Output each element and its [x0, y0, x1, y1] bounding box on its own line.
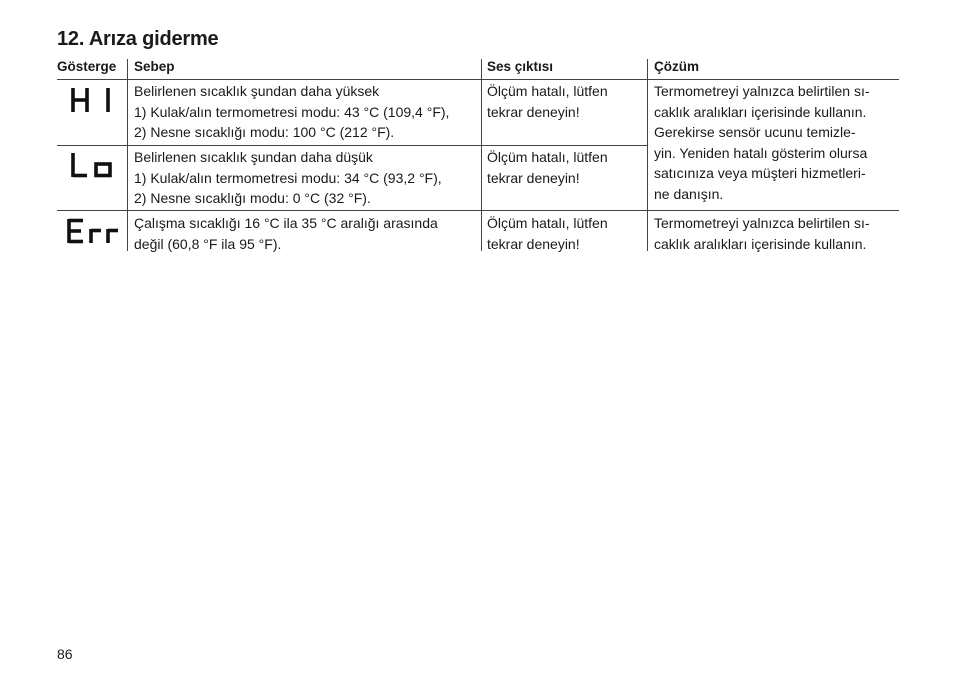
- header-sound: Ses çıktısı: [487, 59, 554, 74]
- table-rule-row2: [57, 210, 899, 211]
- cause-line: 1) Kulak/alın termometresi modu: 34 °C (93,2 °F),: [134, 169, 442, 186]
- table-row-2-cause: [134, 147, 442, 209]
- lcd-hi-icon: [70, 86, 114, 114]
- solution-line: Termometreyi yalnızca belirtilen sı-: [654, 83, 870, 99]
- solution-line: caklık aralıkları içerisinde kullanın.: [654, 103, 867, 120]
- table-row-2-sound: [487, 147, 608, 188]
- table-row-1-sound: [487, 81, 608, 122]
- table-solution-shared: [654, 81, 870, 204]
- table-rule-header: [57, 79, 899, 80]
- solution-line: ne danışın.: [654, 185, 724, 202]
- solution-line: Termometreyi yalnızca belirtilen sı-: [654, 215, 870, 231]
- cause-line: 1) Kulak/alın termometresi modu: 43 °C (109,4 °F),: [134, 103, 450, 120]
- sound-line: tekrar deneyin!: [487, 169, 580, 186]
- solution-line: yin. Yeniden hatalı gösterim olursa: [654, 144, 868, 161]
- page-title: 12. Arıza giderme: [57, 28, 219, 50]
- table-column-divider-2: [481, 59, 482, 251]
- cause-line: Çalışma sıcaklığı 16 °C ila 35 °C aralığı arasında: [134, 215, 438, 231]
- solution-line: caklık aralıkları içerisinde kullanın.: [654, 235, 867, 252]
- sound-line: tekrar deneyin!: [487, 103, 580, 120]
- lcd-lo-icon: [70, 151, 114, 179]
- solution-line: Gerekirse sensör ucunu temizle-: [654, 124, 856, 140]
- table-column-divider-1: [127, 59, 128, 251]
- cause-line: 2) Nesne sıcaklığı modu: 0 °C (32 °F).: [134, 190, 371, 206]
- page-number: 86: [57, 646, 73, 662]
- table-rule-row1: [57, 145, 647, 146]
- solution-line: satıcınıza veya müşteri hizmetleri-: [654, 165, 866, 181]
- table-row-3-cause: [134, 213, 438, 254]
- table-row-3-sound: [487, 213, 608, 254]
- table-row-1-cause: [134, 81, 449, 143]
- sound-line: Ölçüm hatalı, lütfen: [487, 149, 608, 165]
- sound-line: Ölçüm hatalı, lütfen: [487, 215, 608, 231]
- table-solution-err: [654, 213, 870, 254]
- sound-line: Ölçüm hatalı, lütfen: [487, 83, 608, 99]
- header-cause: Sebep: [134, 59, 175, 74]
- cause-line: 2) Nesne sıcaklığı modu: 100 °C (212 °F).: [134, 124, 395, 140]
- cause-line: değil (60,8 °F ila 95 °F).: [134, 235, 282, 252]
- header-solution: Çözüm: [654, 59, 699, 74]
- cause-line: Belirlenen sıcaklık şundan daha düşük: [134, 149, 373, 165]
- header-display: Gösterge: [57, 59, 117, 74]
- cause-line: Belirlenen sıcaklık şundan daha yüksek: [134, 83, 380, 99]
- lcd-err-icon: [66, 217, 120, 245]
- sound-line: tekrar deneyin!: [487, 235, 580, 252]
- table-column-divider-3: [647, 59, 648, 251]
